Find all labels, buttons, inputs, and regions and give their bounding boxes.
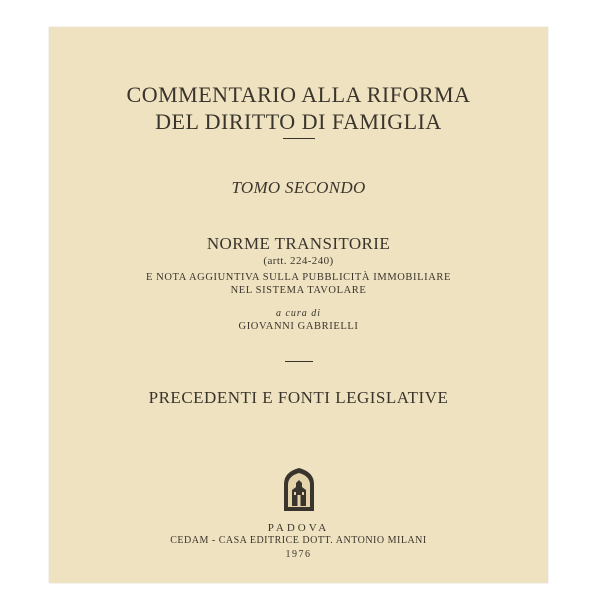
section-divider (285, 361, 313, 362)
publication-year: 1976 (285, 549, 312, 560)
section-title: NORME TRANSITORIE (206, 234, 391, 253)
cedam-emblem-icon (281, 466, 317, 512)
book-title-line-1: COMMENTARIO ALLA RIFORMA (126, 82, 471, 107)
title-divider (283, 138, 315, 139)
editor-name: GIOVANNI GABRIELLI (238, 321, 359, 332)
section-articles: (artt. 224-240) (263, 255, 334, 267)
book-title-line-2: DEL DIRITTO DI FAMIGLIA (155, 109, 442, 134)
title-page (49, 27, 548, 583)
note-line-2: NEL SISTEMA TAVOLARE (230, 285, 367, 296)
publisher-city: PADOVA (267, 522, 330, 534)
publisher-name: CEDAM - CASA EDITRICE DOTT. ANTONIO MILANI (170, 535, 427, 546)
edited-by-label: a cura di (275, 308, 322, 319)
volume-label: TOMO SECONDO (231, 178, 366, 197)
note-line-1: E NOTA AGGIUNTIVA SULLA PUBBLICITÀ IMMOBILIARE (145, 272, 452, 283)
subtitle: PRECEDENTI E FONTI LEGISLATIVE (148, 388, 449, 407)
